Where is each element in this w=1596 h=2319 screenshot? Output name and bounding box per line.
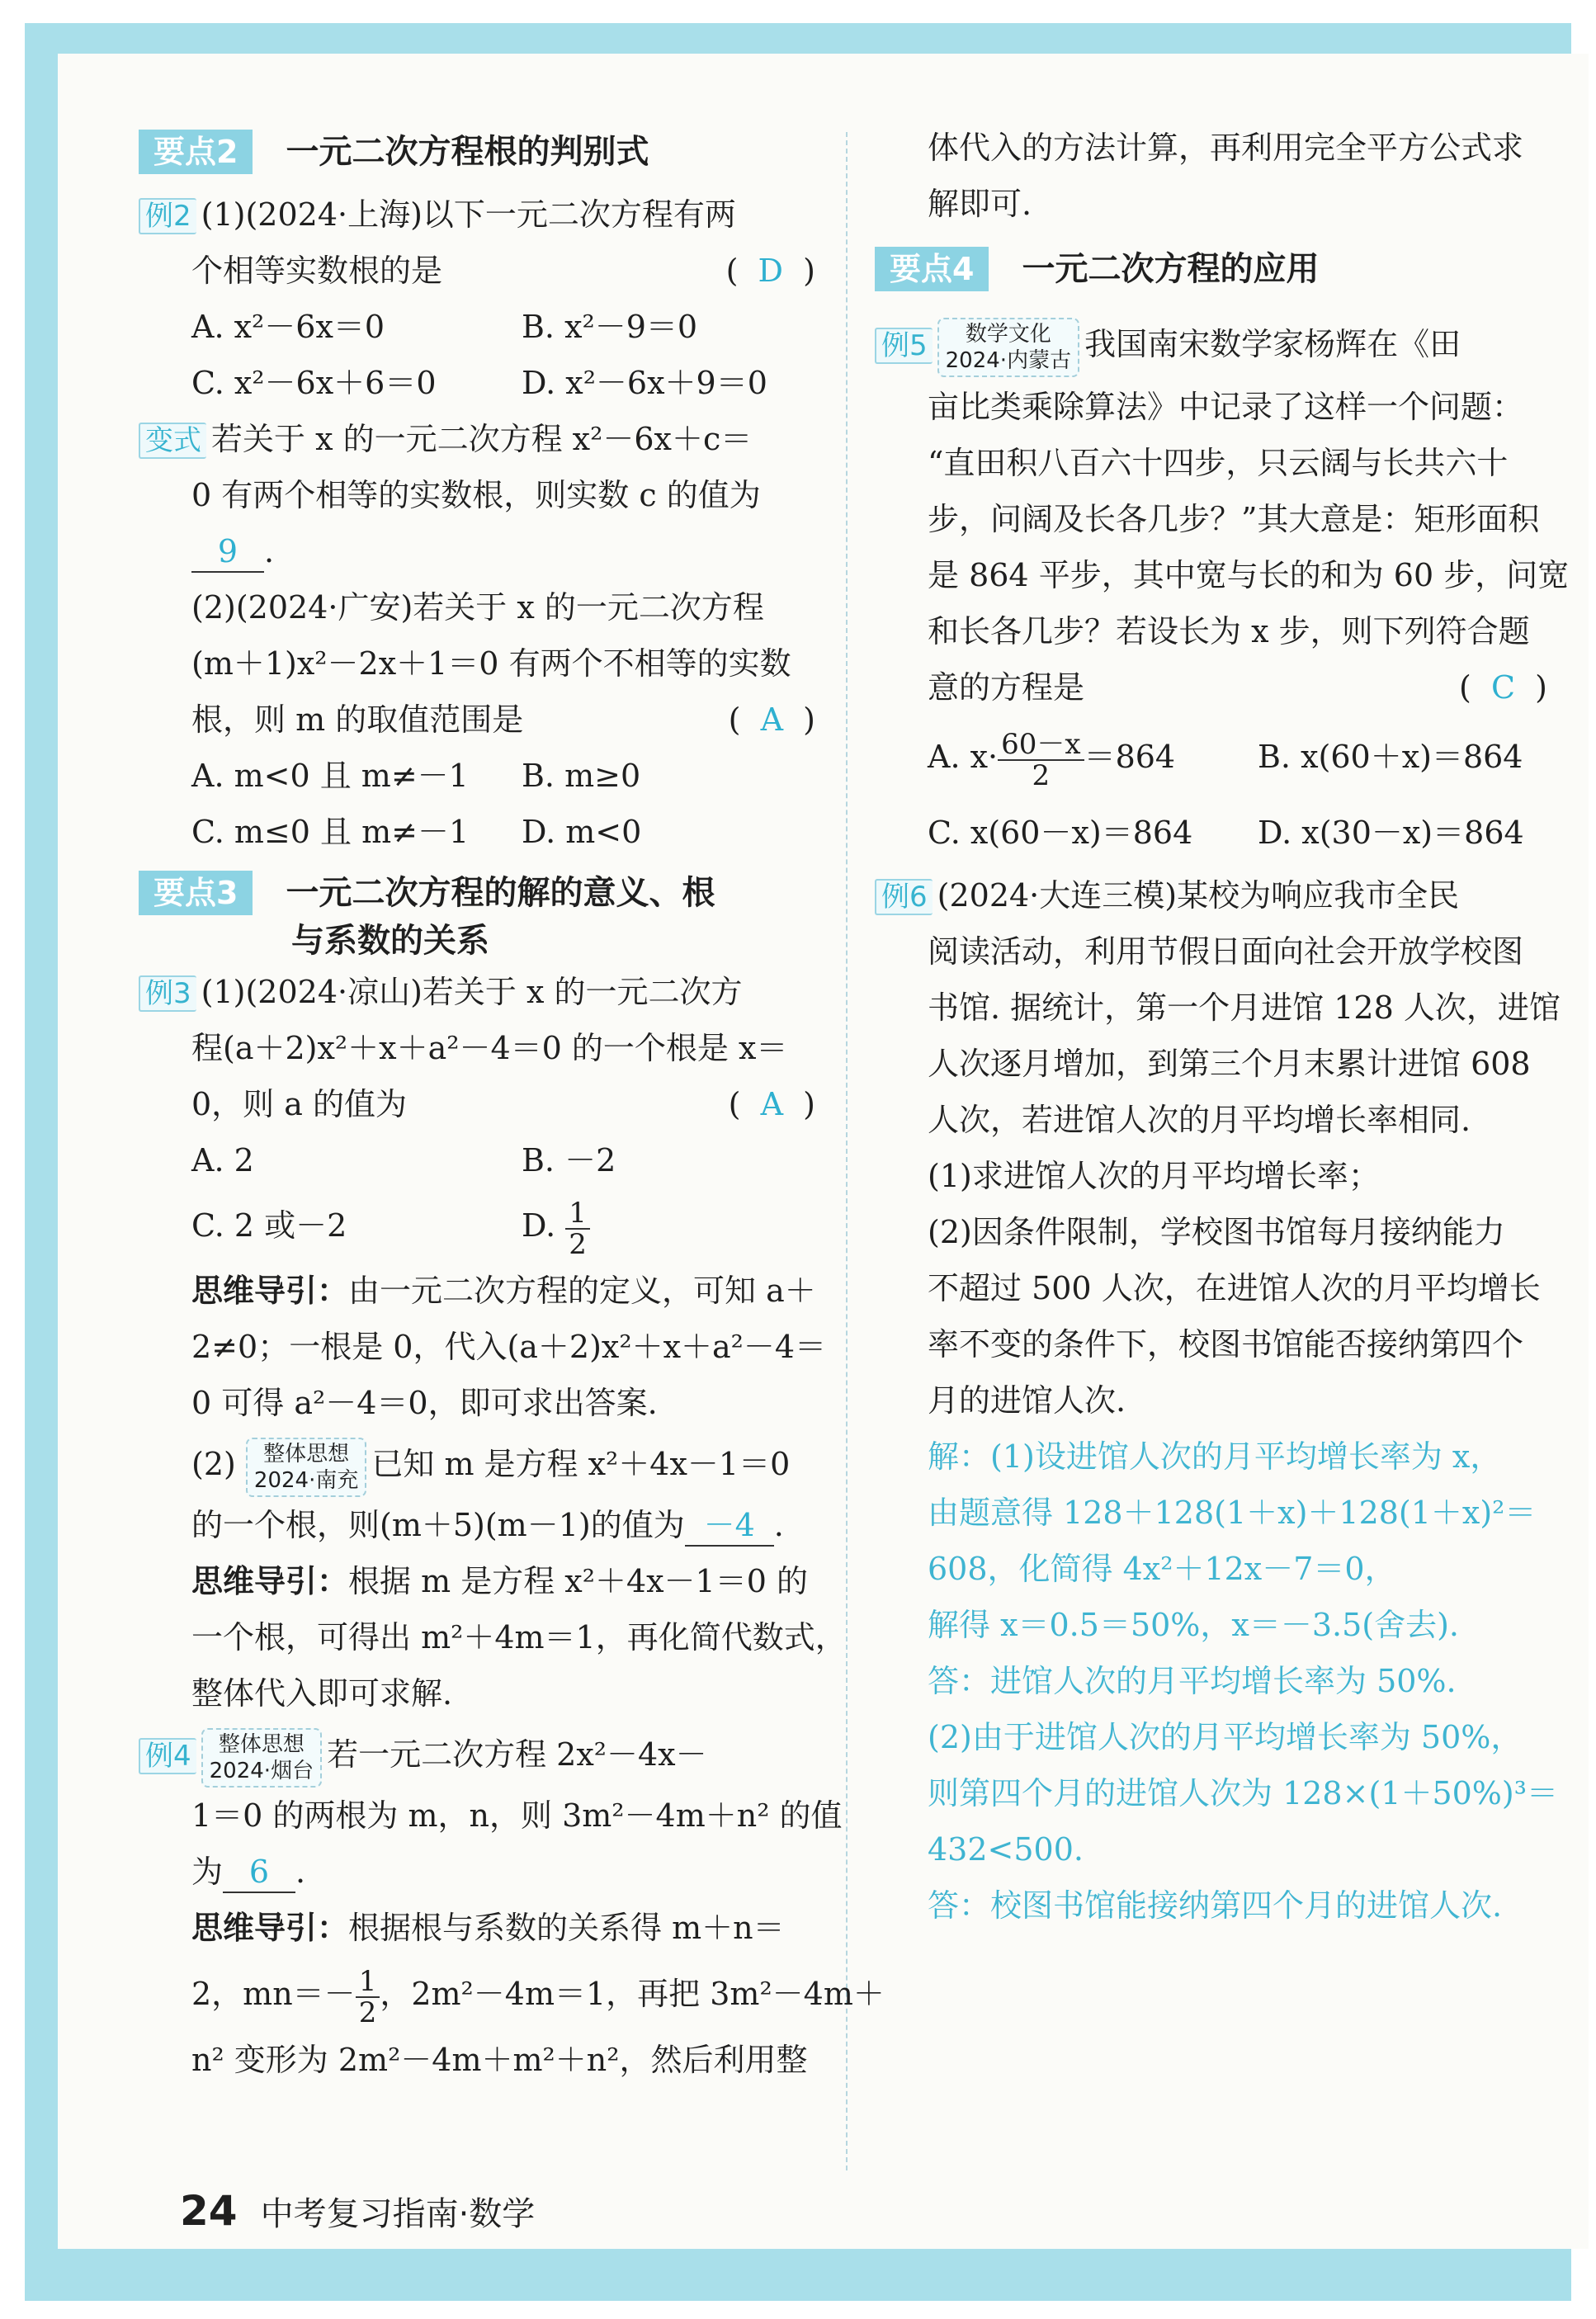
example-tag: 例4 bbox=[139, 1738, 196, 1774]
hint-text: 解即可. bbox=[928, 186, 1032, 222]
question-text: 已知 m 是方程 x²＋4x－1＝0 bbox=[371, 1446, 791, 1482]
hint-text: 由一元二次方程的定义，可知 a＋ bbox=[348, 1273, 816, 1309]
example-tag: 例6 bbox=[875, 879, 933, 915]
solution-text: 由题意得 128＋128(1＋x)＋128(1＋x)²＝ bbox=[928, 1495, 1537, 1531]
question-text: 若关于 x 的一元二次方程 x²－6x＋c＝ bbox=[211, 421, 753, 457]
question-text: (m＋1)x²－2x＋1＝0 有两个不相等的实数 bbox=[191, 645, 791, 682]
question-line: 为 6 . bbox=[139, 1844, 815, 1900]
question-text: (2024·大连三模)某校为响应我市全民 bbox=[937, 877, 1460, 914]
question-text: 1＝0 的两根为 m，n，则 3m²－4m＋n² 的值 bbox=[191, 1797, 843, 1834]
fraction bbox=[356, 1964, 380, 2029]
stamp-topic: 整体思想 bbox=[263, 1441, 350, 1466]
key-point-tag: 要点2 bbox=[139, 130, 253, 174]
example-2-line-2 bbox=[139, 243, 815, 299]
stamp-source: 2024·烟台 bbox=[209, 1758, 314, 1783]
option-b: B. m≥0 bbox=[522, 758, 641, 794]
answer-choice: ( D ) bbox=[725, 253, 815, 289]
variant-tag: 变式 bbox=[139, 423, 206, 459]
question-text: 和长各几步？若设长为 x 步，则下列符合题 bbox=[928, 613, 1530, 649]
answer-choice: ( C ) bbox=[1458, 669, 1547, 706]
solution-text: 608，化简得 4x²＋12x－7＝0， bbox=[928, 1551, 1396, 1587]
page-footer bbox=[180, 2187, 535, 2235]
fraction bbox=[565, 1198, 590, 1259]
stamp-source: 2024·内蒙古 bbox=[945, 347, 1072, 373]
example-5-line-1 bbox=[875, 306, 1547, 382]
option-c: C. m≤0 且 m≠－1 bbox=[191, 814, 470, 850]
question-text: 为 bbox=[191, 1854, 224, 1890]
question-text: 书馆. 据统计，第一个月进馆 128 人次，进馆 bbox=[928, 989, 1561, 1026]
question-line bbox=[139, 1076, 815, 1132]
question-text: (2)(2024·广安)若关于 x 的一元二次方程 bbox=[191, 589, 764, 626]
option-d: D. x²－6x＋9＝0 bbox=[522, 365, 767, 401]
answer-blank: 9 bbox=[191, 531, 264, 573]
hint-text: 一个根，可得出 m²＋4m＝1，再化简代数式， bbox=[191, 1619, 847, 1655]
fraction-numerator: 1 bbox=[356, 1967, 380, 1998]
solution-text: 解得 x＝0.5＝50%，x＝－3.5(舍去). bbox=[928, 1607, 1459, 1643]
hint-label: 思维导引： bbox=[191, 1563, 349, 1599]
options-row bbox=[139, 1188, 815, 1263]
question-text: 0，则 a 的值为 bbox=[191, 1086, 407, 1122]
question-text: 人次，若进馆人次的月平均增长率相同. bbox=[928, 1102, 1471, 1138]
hint-text: ，2m²－4m＝1，再把 3m²－4m＋ bbox=[380, 1976, 885, 2012]
hint-text: 根据 m 是方程 x²＋4x－1＝0 的 bbox=[348, 1563, 808, 1599]
hint-label: 思维导引： bbox=[191, 1273, 349, 1309]
question-text: 意的方程是 bbox=[928, 669, 1085, 706]
right-column bbox=[875, 120, 1570, 1934]
option-b: B. x(60＋x)＝864 bbox=[1258, 739, 1523, 775]
question-text: 我国南宋数学家杨辉在《田 bbox=[1084, 326, 1461, 362]
solution-text: 答：校图书馆能接纳第四个月的进馆人次. bbox=[928, 1887, 1503, 1924]
options-row bbox=[875, 716, 1547, 798]
options-row bbox=[139, 299, 815, 355]
fraction-numerator: 60－x bbox=[998, 730, 1084, 761]
section-title-cont bbox=[139, 913, 815, 964]
option-b: B. －2 bbox=[522, 1142, 616, 1178]
option-a bbox=[928, 716, 1258, 798]
question-text: 是 864 平步，其中宽与长的和为 60 步，问宽 bbox=[928, 557, 1570, 593]
question-text: 阅读活动，利用节假日面向社会开放学校图 bbox=[928, 933, 1524, 970]
fraction-denominator: 2 bbox=[358, 1995, 377, 2029]
fraction-denominator: 2 bbox=[569, 1227, 587, 1261]
question-text: 人次逐月增加，到第三个月末累计进馆 608 bbox=[928, 1046, 1531, 1082]
book-title: 中考复习指南·数学 bbox=[260, 2195, 536, 2233]
key-point-3-heading bbox=[139, 865, 815, 913]
sub-question: (2)因条件限制，学校图书馆每月接纳能力 bbox=[928, 1214, 1505, 1250]
key-point-4-heading bbox=[875, 232, 1547, 306]
topic-stamp bbox=[201, 1728, 322, 1788]
option-a-text: A. x· bbox=[928, 739, 999, 775]
options-row bbox=[139, 1132, 815, 1188]
fraction bbox=[998, 727, 1084, 792]
question-line: 的一个根，则(m＋5)(m－1)的值为 －4 . bbox=[139, 1497, 815, 1553]
hint-line bbox=[139, 1553, 815, 1609]
example-3-line-1 bbox=[139, 964, 815, 1020]
option-a: A. 2 bbox=[191, 1142, 254, 1178]
stamp-source: 2024·南充 bbox=[253, 1467, 359, 1493]
answer-value: A bbox=[760, 1086, 784, 1122]
hint-text: 体代入的方法计算，再利用完全平方公式求 bbox=[928, 130, 1524, 166]
sub-question: 月的进馆人次. bbox=[928, 1382, 1126, 1419]
solution-text: 则第四个月的进馆人次为 128×(1＋50%)³＝ bbox=[928, 1775, 1558, 1811]
option-a-text: ＝864 bbox=[1084, 739, 1176, 775]
example-tag: 例5 bbox=[875, 328, 933, 364]
example-3b-line-1 bbox=[139, 1431, 815, 1497]
question-text: (2) bbox=[191, 1446, 236, 1482]
example-4-line-1 bbox=[139, 1722, 815, 1788]
option-d: D. m<0 bbox=[522, 814, 642, 850]
question-line bbox=[875, 659, 1547, 716]
variant-answer-line: 9 . bbox=[139, 523, 815, 579]
topic-stamp bbox=[246, 1438, 366, 1497]
sub-question: (1)求进馆人次的月平均增长率； bbox=[928, 1158, 1380, 1194]
solution-text: 答：进馆人次的月平均增长率为 50%. bbox=[928, 1663, 1457, 1699]
option-c: C. 2 或－2 bbox=[191, 1207, 347, 1244]
hint-label: 思维导引： bbox=[191, 1910, 349, 1946]
question-text: 个相等实数根的是 bbox=[191, 253, 443, 289]
stamp-topic: 整体思想 bbox=[218, 1731, 305, 1757]
question-line bbox=[139, 692, 815, 748]
hint-line bbox=[139, 1900, 815, 1956]
section-title: 与系数的关系 bbox=[291, 922, 489, 960]
option-a: A. x²－6x＝0 bbox=[191, 309, 385, 345]
question-text: 亩比类乘除算法》中记录了这样一个问题： bbox=[928, 389, 1524, 425]
question-text: 若一元二次方程 2x²－4x－ bbox=[327, 1736, 707, 1773]
question-text: (1)(2024·凉山)若关于 x 的一元二次方 bbox=[201, 974, 743, 1010]
answer-blank: 6 bbox=[223, 1852, 295, 1893]
key-point-2-heading bbox=[139, 124, 815, 187]
solution-text: (2)由于进馆人次的月平均增长率为 50%， bbox=[928, 1719, 1523, 1755]
question-text: 程(a＋2)x²＋x＋a²－4＝0 的一个根是 x＝ bbox=[191, 1030, 788, 1066]
column-divider bbox=[846, 132, 848, 2170]
fraction-denominator: 2 bbox=[1032, 758, 1051, 792]
variant-line-1 bbox=[139, 411, 815, 467]
key-point-tag: 要点3 bbox=[139, 871, 253, 915]
hint-text: 2，mn＝－ bbox=[191, 1976, 356, 2012]
option-a: A. m<0 且 m≠－1 bbox=[191, 758, 469, 794]
options-row bbox=[139, 804, 815, 860]
solution-text: 432<500. bbox=[928, 1831, 1084, 1868]
answer-value: A bbox=[760, 701, 784, 738]
question-text: (1)(2024·上海)以下一元二次方程有两 bbox=[201, 196, 736, 233]
options-row bbox=[139, 355, 815, 411]
question-text: 步，问阔及长各几步？”其大意是：矩形面积 bbox=[928, 501, 1540, 537]
hint-text: n² 变形为 2m²－4m＋m²＋n²，然后利用整 bbox=[191, 2042, 808, 2078]
answer-value: D bbox=[758, 253, 784, 289]
page-number: 24 bbox=[180, 2187, 238, 2235]
sub-question: 不超过 500 人次，在进馆人次的月平均增长 bbox=[928, 1270, 1541, 1306]
option-c: C. x(60－x)＝864 bbox=[928, 815, 1193, 851]
example-tag: 例3 bbox=[139, 975, 196, 1012]
solution-text: 解：(1)设进馆人次的月平均增长率为 x， bbox=[928, 1438, 1502, 1475]
hint-line bbox=[139, 1956, 885, 2032]
left-column bbox=[139, 124, 885, 2088]
hint-text: 整体代入即可求解. bbox=[191, 1675, 453, 1712]
hint-text: 根据根与系数的关系得 m＋n＝ bbox=[348, 1910, 785, 1946]
option-b: B. x²－9＝0 bbox=[522, 309, 698, 345]
section-title: 一元二次方程的解的意义、根 bbox=[286, 874, 715, 912]
sub-question: 率不变的条件下，校图书馆能否接纳第四个 bbox=[928, 1326, 1524, 1363]
question-text: 0 有两个相等的实数根，则实数 c 的值为 bbox=[191, 477, 761, 513]
example-tag: 例2 bbox=[139, 198, 196, 234]
answer-value: C bbox=[1490, 669, 1516, 706]
options-row bbox=[139, 748, 815, 804]
hint-line bbox=[139, 1263, 815, 1319]
question-text: 的一个根，则(m＋5)(m－1)的值为 bbox=[191, 1507, 685, 1543]
answer-choice: ( A ) bbox=[728, 701, 815, 738]
answer-blank: －4 bbox=[685, 1505, 774, 1547]
question-text: 根，则 m 的取值范围是 bbox=[191, 701, 524, 738]
fraction-numerator: 1 bbox=[565, 1198, 590, 1230]
example-6-line-1 bbox=[875, 867, 1547, 923]
question-text: “直田积八百六十四步，只云阔与长共六十 bbox=[928, 445, 1509, 481]
example-2-line-1 bbox=[139, 187, 815, 243]
key-point-tag: 要点4 bbox=[875, 247, 989, 291]
topic-stamp bbox=[937, 318, 1079, 377]
hint-text: 0 可得 a²－4＝0，即可求出答案. bbox=[191, 1385, 658, 1421]
answer-choice: ( A ) bbox=[728, 1086, 815, 1122]
section-title: 一元二次方程的应用 bbox=[1022, 250, 1320, 288]
hint-text: 2≠0；一根是 0，代入(a＋2)x²＋x＋a²－4＝ bbox=[191, 1329, 827, 1365]
option-c: C. x²－6x＋6＝0 bbox=[191, 365, 437, 401]
options-row bbox=[875, 798, 1547, 867]
section-title: 一元二次方程根的判别式 bbox=[286, 133, 649, 171]
stamp-topic: 数学文化 bbox=[965, 321, 1051, 347]
option-d-label: D. bbox=[522, 1207, 556, 1244]
option-d: D. x(30－x)＝864 bbox=[1258, 815, 1524, 851]
